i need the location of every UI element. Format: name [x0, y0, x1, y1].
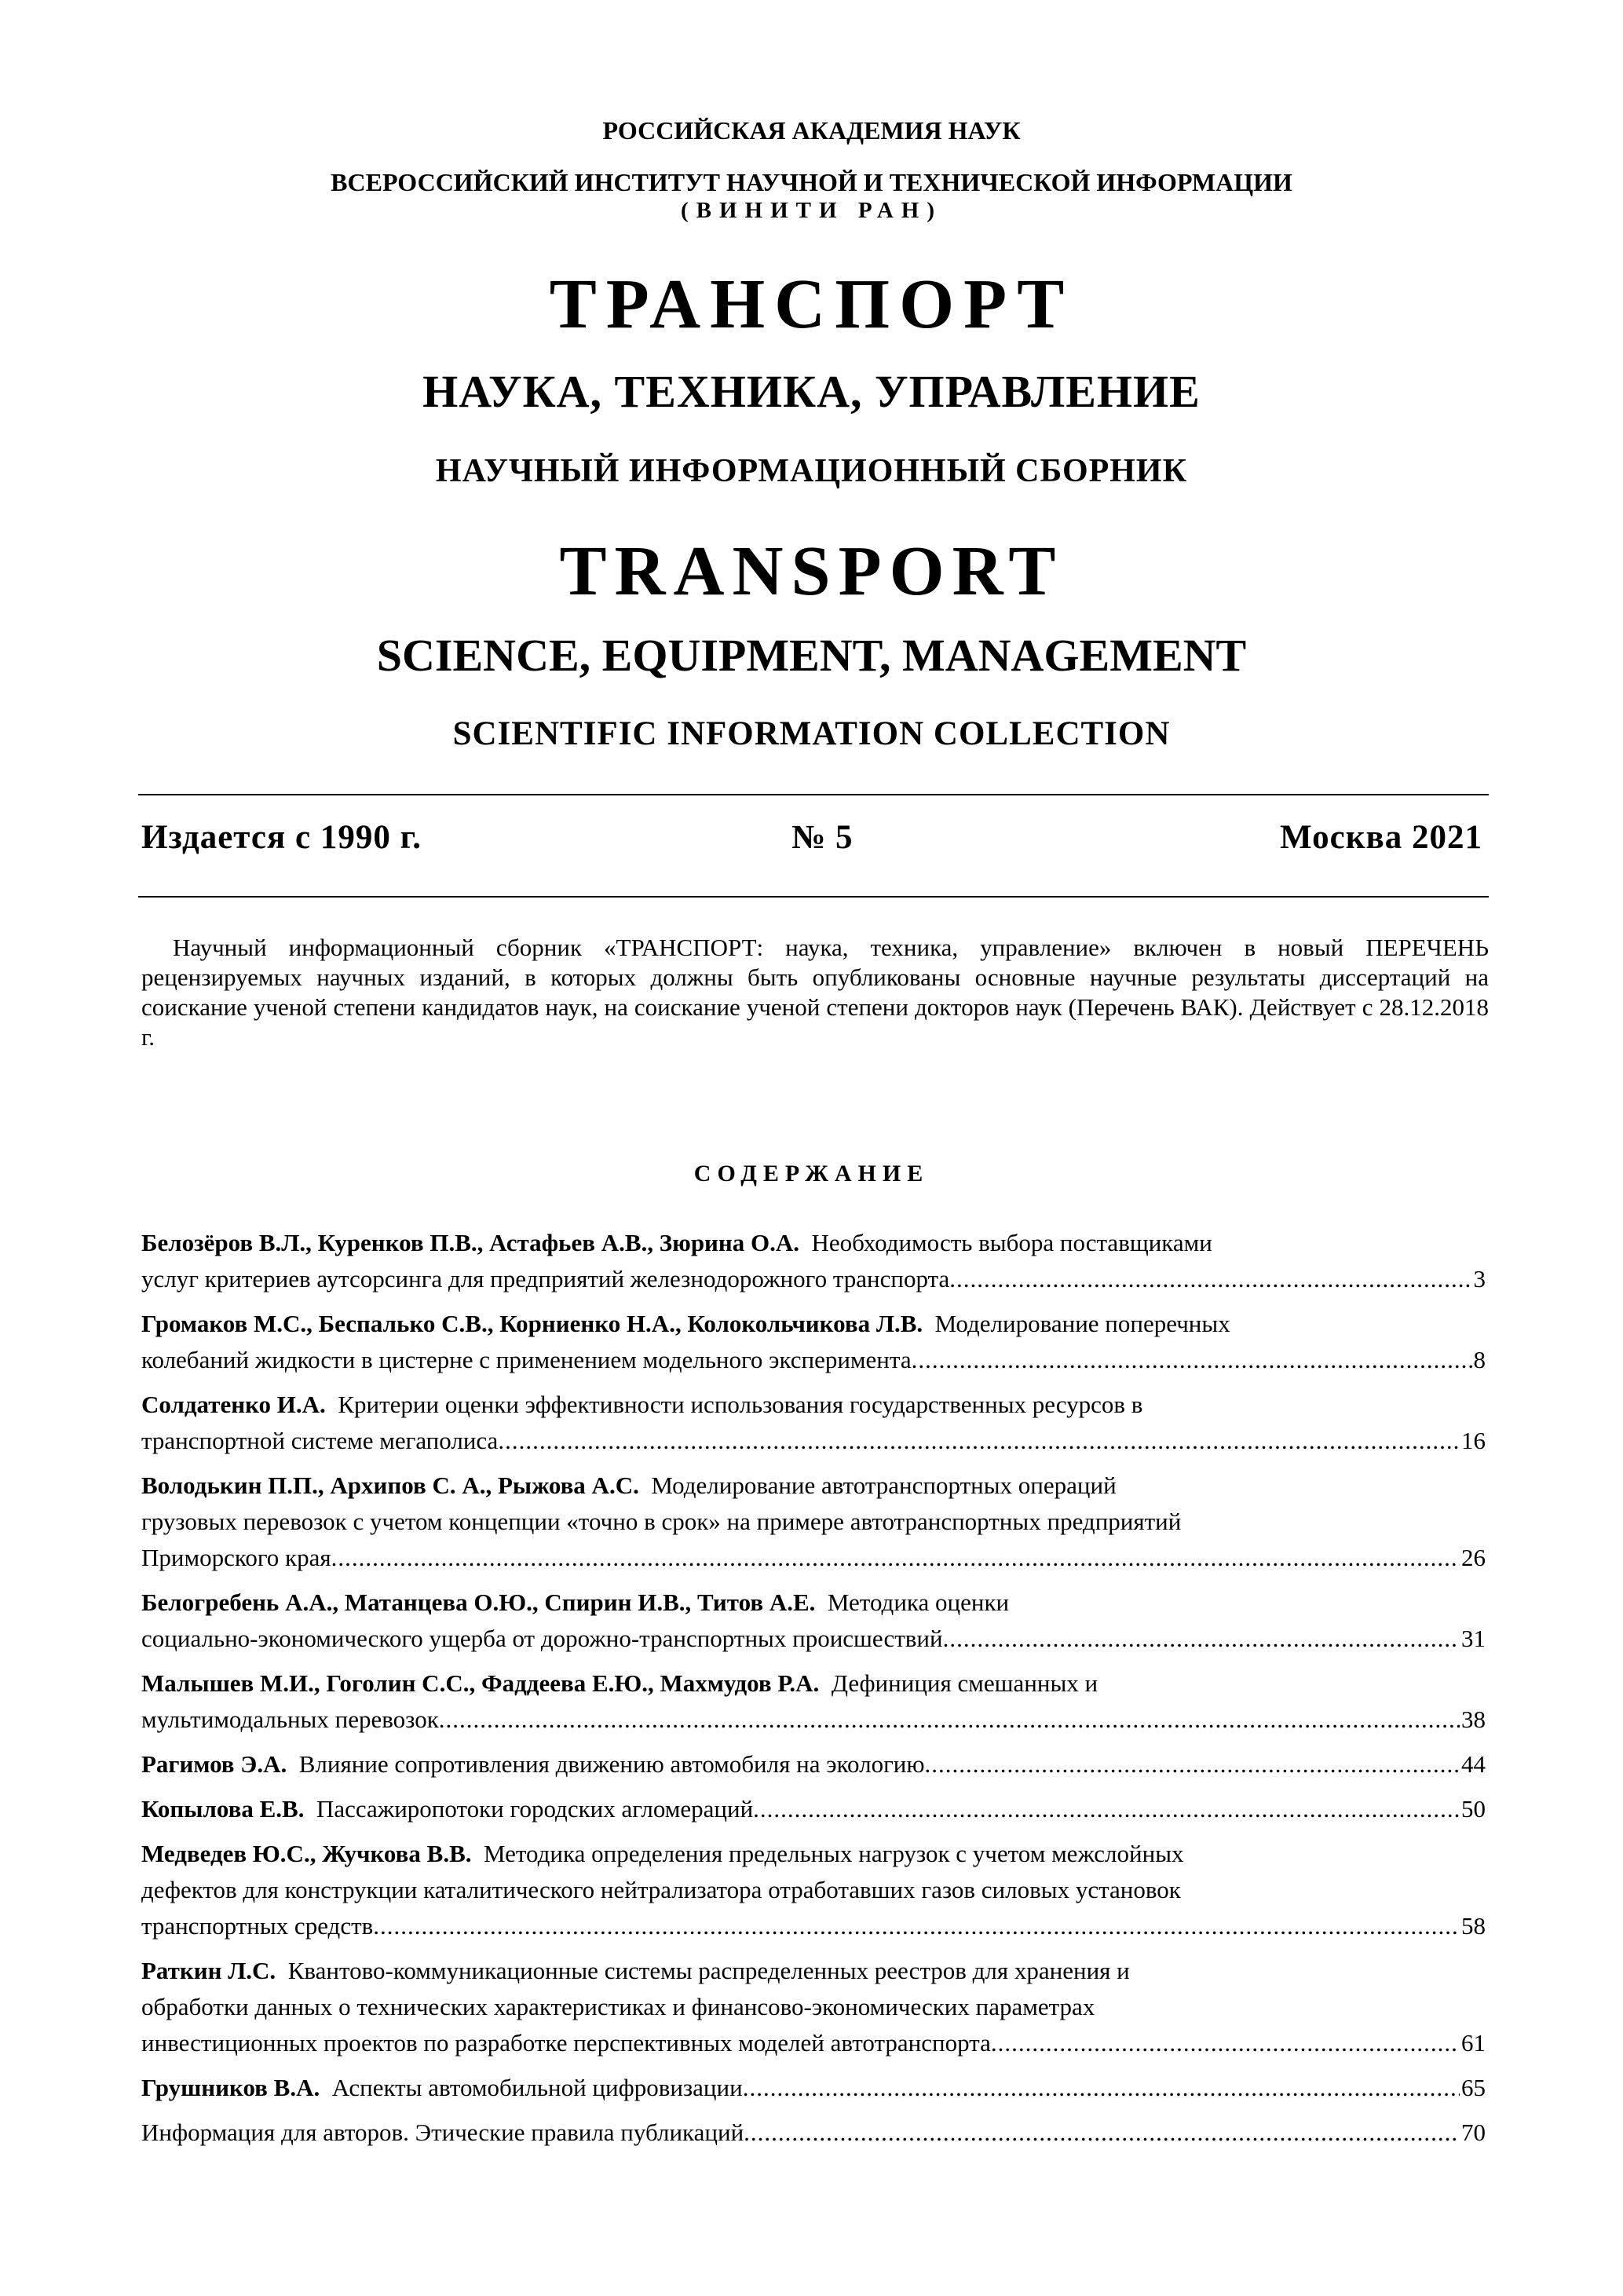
place-year: Москва 2021 [1280, 819, 1482, 856]
published-since: Издается с 1990 г. [141, 819, 422, 856]
toc-entry[interactable] [141, 1953, 1486, 2061]
toc-leader-dots [331, 1540, 1460, 1576]
toc-authors: Громаков М.С., Беспалько С.В., Корниенко Н.А., Колокольчикова Л.В. [141, 1310, 923, 1337]
toc-authors: Копылова Е.В. [141, 1795, 305, 1823]
toc-page-number: 31 [1461, 1625, 1486, 1652]
toc-entry[interactable] [141, 1746, 1486, 1782]
toc-page-number: 38 [1461, 1706, 1486, 1733]
toc-entry[interactable] [141, 1836, 1486, 1944]
toc-page-number: 70 [1461, 2119, 1486, 2146]
toc-page-number: 58 [1461, 1912, 1486, 1940]
academy-name: РОССИЙСКАЯ АКАДЕМИЯ НАУК [602, 116, 1021, 144]
toc-authors: Раткин Л.С. [141, 1957, 276, 1984]
toc-page-number: 50 [1461, 1795, 1486, 1823]
toc-title-line: мультимодальных перевозок [141, 1706, 439, 1733]
toc-title-line: Методика оценки [827, 1589, 1010, 1616]
toc-page-number: 61 [1461, 2029, 1486, 2057]
toc-title-line: Влияние сопротивления движению автомобиля на экологию [298, 1750, 925, 1778]
journal-title-en: TRANSPORT [559, 532, 1064, 610]
toc-entry[interactable] [141, 1225, 1486, 1297]
institute-abbreviation: (ВИНИТИ РАН) [681, 198, 942, 223]
toc-leader-dots [943, 1621, 1460, 1657]
toc-leader-dots [498, 1423, 1460, 1459]
toc-leader-dots [373, 1908, 1460, 1944]
toc-title-line: Аспекты автомобильной цифровизации [331, 2074, 743, 2101]
issue-number: № 5 [791, 819, 854, 856]
intro-paragraph: Научный информационный сборник «ТРАНСПОРТ: наука, техника, управление» включен в новый ПЕРЕЧЕНЬ рецензируемых научных изданий, в которых должны быть опубликованы основные научные результаты диссертаций на соискание ученой степени кандидатов наук, на соискание ученой степени докторов наук (Перечень ВАК). Действует с 28.12.2018 г. [141, 934, 1489, 1051]
toc-authors: Солдатенко И.А. [141, 1391, 326, 1418]
toc-title-line: социально-экономического ущерба от дорожно-транспортных происшествий [141, 1625, 943, 1652]
toc-title-line: Приморского края [141, 1544, 331, 1571]
toc-title-line: услуг критериев аутсорсинга для предприятий железнодорожного транспорта [141, 1265, 950, 1292]
bottom-divider [138, 896, 1489, 898]
contents-heading: СОДЕРЖАНИЕ [693, 1161, 930, 1186]
toc-title-line: Квантово-коммуникационные системы распределенных реестров для хранения и [287, 1957, 1130, 1984]
toc-page-number: 8 [1473, 1346, 1486, 1373]
toc-page-number: 44 [1461, 1750, 1486, 1778]
toc-title-line: колебаний жидкости в цистерне с применением модельного эксперимента [141, 1346, 912, 1373]
toc-leader-dots [753, 1791, 1460, 1827]
toc-entry[interactable] [141, 1791, 1486, 1827]
toc-title-line: дефектов для конструкции каталитического нейтрализатора отработавших газов силовых установок [141, 1876, 1181, 1903]
journal-type-ru: НАУЧНЫЙ ИНФОРМАЦИОННЫЙ СБОРНИК [435, 453, 1188, 489]
toc-title-line: Пассажиропотоки городских агломераций [316, 1795, 754, 1823]
toc-authors: Рагимов Э.А. [141, 1750, 287, 1778]
toc-title-line: Информация для авторов. Этические правила публикаций [141, 2119, 744, 2146]
toc-leader-dots [949, 1261, 1471, 1297]
toc-leader-dots [925, 1746, 1460, 1782]
toc-entry[interactable] [141, 2115, 1486, 2151]
toc-entry[interactable] [141, 1468, 1486, 1576]
toc-leader-dots [743, 2070, 1460, 2106]
toc-entry[interactable] [141, 2070, 1486, 2106]
toc-title-line: инвестиционных проектов по разработке перспективных моделей автотранспорта [141, 2029, 991, 2057]
toc-page-number: 65 [1461, 2074, 1486, 2101]
toc-page-number: 16 [1461, 1427, 1486, 1454]
toc-entry[interactable] [141, 1585, 1486, 1657]
toc-leader-dots [912, 1342, 1472, 1378]
issue-info-row [141, 818, 1482, 865]
toc-title-line: Дефиниция смешанных и [831, 1669, 1098, 1697]
toc-title-line: транспортной системе мегаполиса [141, 1427, 499, 1454]
toc-authors: Белозёров В.Л., Куренков П.В., Астафьев А.В., Зюрина О.А. [141, 1229, 800, 1256]
toc-title-line: Методика определения предельных нагрузок с учетом межслойных [484, 1840, 1184, 1867]
toc-authors: Медведев Ю.С., Жучкова В.В. [141, 1840, 472, 1867]
journal-title-ru: ТРАНСПОРТ [549, 265, 1074, 343]
toc-title-line: транспортных средств [141, 1912, 374, 1940]
toc-page-number: 26 [1461, 1544, 1486, 1571]
toc-page-number: 3 [1473, 1265, 1486, 1292]
journal-subtitle-ru: НАУКА, ТЕХНИКА, УПРАВЛЕНИЕ [422, 366, 1201, 417]
toc-entry[interactable] [141, 1387, 1486, 1459]
toc-authors: Грушников В.А. [141, 2074, 320, 2101]
toc-title-line: Критерии оценки эффективности использования государственных ресурсов в [338, 1391, 1143, 1418]
toc-authors: Белогребень А.А., Матанцева О.Ю., Спирин И.В., Титов А.Е. [141, 1589, 816, 1616]
toc-title-line: Моделирование поперечных [934, 1310, 1230, 1337]
table-of-contents [141, 1225, 1486, 2159]
journal-subtitle-en: SCIENCE, EQUIPMENT, MANAGEMENT [376, 630, 1247, 681]
toc-leader-dots [991, 2025, 1460, 2061]
toc-title-line: Необходимость выбора поставщиками [811, 1229, 1212, 1256]
top-divider [138, 794, 1489, 795]
toc-authors: Малышев М.И., Гоголин С.С., Фаддеева Е.Ю., Махмудов Р.А. [141, 1669, 820, 1697]
toc-entry[interactable] [141, 1306, 1486, 1378]
toc-authors: Володькин П.П., Архипов С. А., Рыжова А.С. [141, 1472, 639, 1499]
toc-title-line: Моделирование автотранспортных операций [651, 1472, 1117, 1499]
toc-leader-dots [744, 2115, 1460, 2151]
toc-title-line: обработки данных о технических характеристиках и финансово-экономических параметрах [141, 1993, 1095, 2020]
journal-type-en: SCIENTIFIC INFORMATION COLLECTION [452, 715, 1171, 752]
toc-entry[interactable] [141, 1665, 1486, 1738]
toc-leader-dots [439, 1702, 1460, 1738]
toc-title-line: грузовых перевозок с учетом концепции «точно в срок» на примере автотранспортных предприятий [141, 1508, 1182, 1535]
institute-name: ВСЕРОССИЙСКИЙ ИНСТИТУТ НАУЧНОЙ И ТЕХНИЧЕСКОЙ ИНФОРМАЦИИ [331, 168, 1292, 196]
